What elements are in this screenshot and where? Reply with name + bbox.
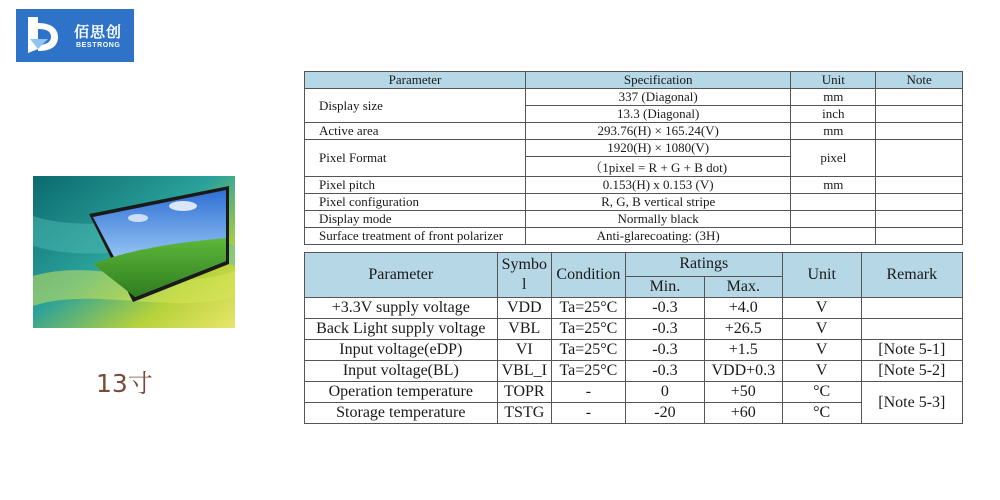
specification-table	[304, 71, 963, 245]
rating-max: VDD+0.3	[704, 361, 782, 382]
ratings-header-min: Min.	[625, 276, 704, 297]
rating-max: +60	[704, 403, 782, 424]
rating-symbol: VDD	[497, 298, 551, 319]
rating-parameter: +3.3V supply voltage	[305, 298, 498, 319]
ratings-header-ratings: Ratings	[625, 253, 782, 277]
spec-note	[876, 123, 963, 140]
rating-unit: °C	[782, 382, 861, 403]
rating-symbol: VBL_I	[497, 361, 551, 382]
table-row	[305, 298, 963, 319]
rating-min: -0.3	[625, 319, 704, 340]
spec-unit: pixel	[791, 140, 876, 177]
spec-note	[876, 106, 963, 123]
spec-unit: mm	[791, 177, 876, 194]
rating-remark	[861, 319, 962, 340]
spec-label-pixel-format: Pixel Format	[305, 140, 526, 177]
spec-label-active-area: Active area	[305, 123, 526, 140]
ratings-header-max: Max.	[704, 276, 782, 297]
rating-max: +26.5	[704, 319, 782, 340]
spec-header-row	[305, 72, 963, 89]
rating-remark	[861, 298, 962, 319]
rating-symbol: VBL	[497, 319, 551, 340]
rating-parameter: Operation temperature	[305, 382, 498, 403]
table-row	[305, 340, 963, 361]
rating-min: -0.3	[625, 340, 704, 361]
spec-unit: mm	[791, 89, 876, 106]
rating-parameter: Storage temperature	[305, 403, 498, 424]
spec-unit: inch	[791, 106, 876, 123]
rating-parameter: Input voltage(eDP)	[305, 340, 498, 361]
spec-header-parameter: Parameter	[305, 72, 526, 89]
rating-max: +4.0	[704, 298, 782, 319]
spec-note	[876, 177, 963, 194]
rating-condition: -	[551, 403, 625, 424]
spec-value: 1920(H) × 1080(V)	[525, 140, 791, 157]
spec-unit: mm	[791, 123, 876, 140]
ratings-header-symbol: Symbo l	[497, 253, 551, 298]
rating-condition: Ta=25°C	[551, 319, 625, 340]
table-row	[305, 211, 963, 228]
spec-note	[876, 194, 963, 211]
table-row	[305, 382, 963, 403]
spec-note	[876, 211, 963, 228]
spec-value: 13.3 (Diagonal)	[525, 106, 791, 123]
spec-unit	[791, 228, 876, 245]
rating-unit: V	[782, 298, 861, 319]
spec-value: Normally black	[525, 211, 791, 228]
rating-condition: Ta=25°C	[551, 340, 625, 361]
rating-remark: [Note 5-2]	[861, 361, 962, 382]
absolute-ratings-table	[304, 252, 963, 424]
spec-label-display-size: Display size	[305, 89, 526, 123]
rating-max: +1.5	[704, 340, 782, 361]
spec-note	[876, 140, 963, 177]
spec-value: 293.76(H) × 165.24(V)	[525, 123, 791, 140]
brand-logo	[16, 9, 134, 62]
ratings-header-unit: Unit	[782, 253, 861, 298]
rating-min: -0.3	[625, 298, 704, 319]
spec-label-surface: Surface treatment of front polarizer	[305, 228, 526, 245]
logo-english-text: BESTRONG	[76, 42, 121, 49]
rating-condition: Ta=25°C	[551, 298, 625, 319]
spec-value: Anti-glarecoating: (3H)	[525, 228, 791, 245]
rating-min: -20	[625, 403, 704, 424]
spec-value: 0.153(H) x 0.153 (V)	[525, 177, 791, 194]
spec-label-pixel-config: Pixel configuration	[305, 194, 526, 211]
spec-header-specification: Specification	[525, 72, 791, 89]
table-row	[305, 361, 963, 382]
rating-max: +50	[704, 382, 782, 403]
table-row	[305, 89, 963, 106]
spec-label-pixel-pitch: Pixel pitch	[305, 177, 526, 194]
rating-condition: -	[551, 382, 625, 403]
spec-header-note: Note	[876, 72, 963, 89]
spec-unit	[791, 194, 876, 211]
rating-condition: Ta=25°C	[551, 361, 625, 382]
rating-remark: [Note 5-3]	[861, 382, 962, 424]
rating-symbol: VI	[497, 340, 551, 361]
rating-unit: V	[782, 340, 861, 361]
ratings-header-condition: Condition	[551, 253, 625, 298]
ratings-header-row	[305, 253, 963, 277]
rating-unit: °C	[782, 403, 861, 424]
product-image	[33, 176, 235, 328]
table-row	[305, 140, 963, 157]
ratings-header-parameter: Parameter	[305, 253, 498, 298]
rating-min: -0.3	[625, 361, 704, 382]
spec-note	[876, 228, 963, 245]
table-row	[305, 319, 963, 340]
size-label: 13寸	[96, 369, 153, 398]
rating-min: 0	[625, 382, 704, 403]
spec-note	[876, 89, 963, 106]
spec-value: 337 (Diagonal)	[525, 89, 791, 106]
spec-value: （1pixel = R + G + B dot)	[525, 157, 791, 177]
ratings-header-remark: Remark	[861, 253, 962, 298]
spec-value: R, G, B vertical stripe	[525, 194, 791, 211]
rating-parameter: Back Light supply voltage	[305, 319, 498, 340]
spec-label-display-mode: Display mode	[305, 211, 526, 228]
table-row	[305, 123, 963, 140]
rating-symbol: TOPR	[497, 382, 551, 403]
spec-unit	[791, 211, 876, 228]
rating-unit: V	[782, 361, 861, 382]
logo-chinese-text: 佰思创	[74, 23, 123, 41]
table-row	[305, 228, 963, 245]
bestrong-logo-icon	[24, 15, 62, 55]
rating-symbol: TSTG	[497, 403, 551, 424]
rating-unit: V	[782, 319, 861, 340]
table-row	[305, 177, 963, 194]
rating-remark: [Note 5-1]	[861, 340, 962, 361]
spec-header-unit: Unit	[791, 72, 876, 89]
rating-parameter: Input voltage(BL)	[305, 361, 498, 382]
table-row	[305, 194, 963, 211]
